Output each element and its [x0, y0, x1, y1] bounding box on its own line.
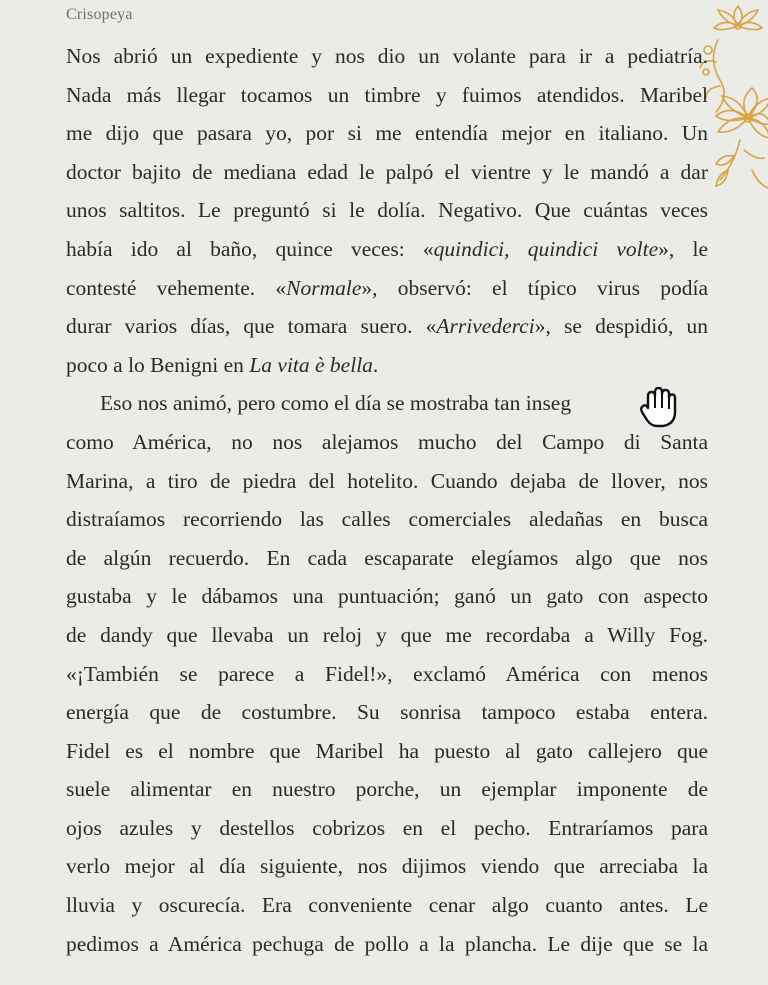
- text-line: [66, 539, 708, 578]
- text-span: lluvia y oscurecía. Era conveniente cenar algo cuanto antes. Le: [66, 893, 708, 918]
- text-span: Eso nos animó, pero como el día se mostraba tan inseg: [100, 391, 572, 416]
- text-span: había ido al baño, quince veces: «: [66, 236, 434, 261]
- text-line: [66, 230, 708, 269]
- text-line: [66, 153, 708, 192]
- text-span: suele alimentar en nuestro porche, un ejemplar imponente de: [66, 777, 708, 802]
- text-span: », se despidió, un: [534, 314, 708, 339]
- text-span: Fidel es el nombre que Maribel ha puesto al gato callejero que: [66, 738, 708, 763]
- text-line: [66, 770, 708, 809]
- text-line: [66, 114, 708, 153]
- text-span: me dijo que pasara yo, por si me entendía mejor en italiano. Un: [66, 121, 708, 146]
- text-span: Nos abrió un expediente y nos dio un volante para ir a pediatría.: [66, 44, 708, 68]
- text-span: «¡También se parece a Fidel!», exclamó América con menos: [66, 661, 708, 686]
- text-line: [66, 616, 708, 655]
- text-line: [66, 76, 708, 115]
- text-span: como América, no nos alejamos mucho del Campo di Santa: [66, 429, 708, 454]
- text-span: Nada más llegar tocamos un timbre y fuimos atendidos. Maribel: [66, 82, 708, 107]
- text-line: [66, 693, 708, 732]
- text-line: [66, 191, 708, 230]
- text-line: [66, 577, 708, 616]
- text-span: gustaba y le dábamos una puntuación; ganó un gato con aspecto: [66, 584, 708, 609]
- text-span: », observó: el típico virus podía: [361, 275, 708, 300]
- text-line: [66, 655, 708, 694]
- text-line: [66, 809, 708, 848]
- text-span: poco a lo Benigni en: [66, 352, 250, 377]
- text-line: [66, 462, 708, 501]
- text-line: [66, 500, 708, 539]
- hand-pointer-icon: [638, 386, 678, 428]
- text-line: [66, 307, 708, 346]
- text-line: [66, 346, 708, 385]
- text-line: [66, 269, 708, 308]
- book-text: [66, 37, 708, 963]
- text-line: [66, 423, 708, 462]
- text-span: ojos azules y destellos cobrizos en el pecho. Entraríamos para: [66, 815, 708, 840]
- text-span: .: [372, 352, 379, 377]
- text-span: Marina, a tiro de piedra del hotelito. Cuando dejaba de llover, nos: [66, 468, 708, 493]
- text-line: [66, 732, 708, 771]
- italic-text: Arrivederci: [436, 314, 535, 339]
- text-line: [66, 37, 708, 76]
- italic-text: Normale: [286, 275, 362, 300]
- text-span: doctor bajito de mediana edad le palpó el vientre y le mandó a dar: [66, 159, 708, 184]
- italic-text: La vita è bella: [249, 352, 373, 377]
- text-line: [66, 925, 708, 964]
- text-line: [66, 384, 708, 423]
- text-span: energía que de costumbre. Su sonrisa tampoco estaba entera.: [66, 700, 708, 725]
- text-span: », le: [658, 236, 708, 261]
- running-header: Crisopeya: [66, 6, 133, 23]
- text-line: [66, 847, 708, 886]
- text-span: pedimos a América pechuga de pollo a la plancha. Le dije que se la: [66, 931, 708, 956]
- text-span: distraíamos recorriendo las calles comerciales aledañas en busca: [66, 507, 708, 532]
- text-span: durar varios días, que tomara suero. «: [66, 314, 437, 339]
- text-span: unos saltitos. Le preguntó si le dolía. Negativo. Que cuántas veces: [66, 198, 708, 223]
- text-span: contesté vehemente. «: [66, 275, 287, 300]
- text-span: de dandy que llevaba un reloj y que me recordaba a Willy Fog.: [66, 622, 708, 647]
- text-span: verlo mejor al día siguiente, nos dijimos viendo que arreciaba la: [66, 854, 708, 879]
- italic-text: quindici, quindici volte: [433, 236, 659, 261]
- text-span: de algún recuerdo. En cada escaparate elegíamos algo que nos: [66, 545, 708, 570]
- text-line: [66, 886, 708, 925]
